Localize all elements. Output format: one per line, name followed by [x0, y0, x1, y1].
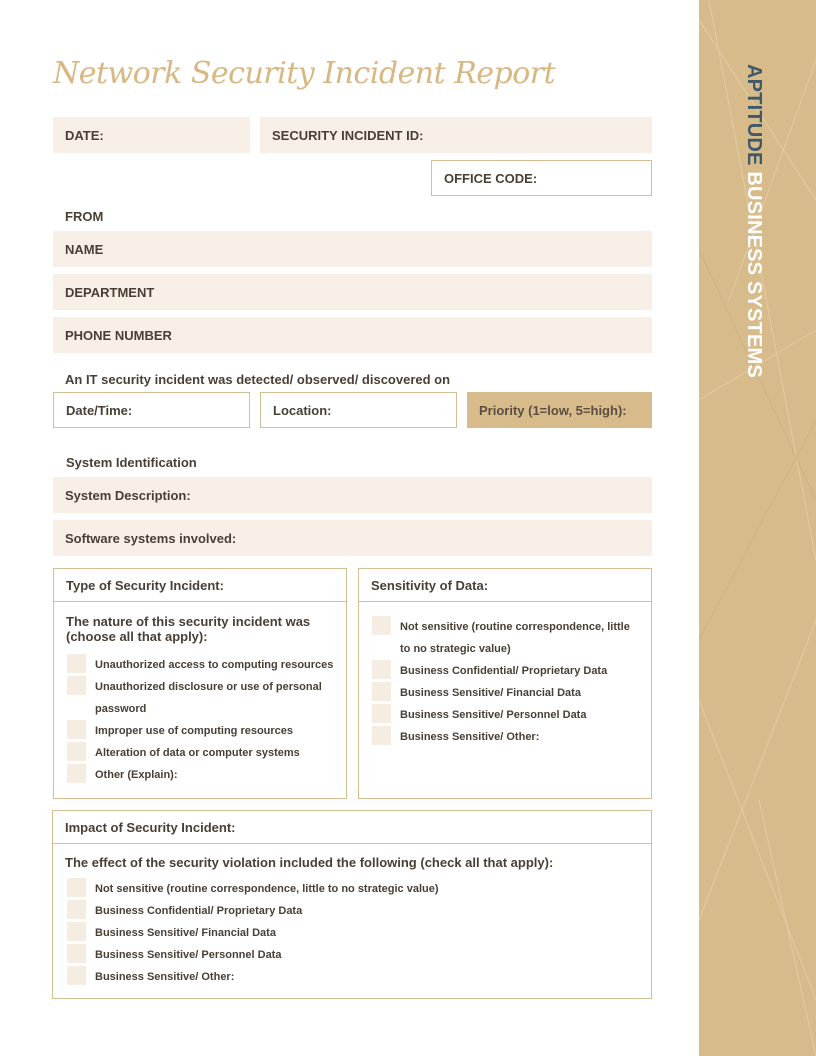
option-label: Business Sensitive/ Financial Data — [400, 687, 581, 699]
option-label: Business Sensitive/ Other: — [400, 731, 540, 743]
sensitivity-option[interactable] — [372, 726, 637, 748]
brand-name — [742, 64, 765, 378]
location-label: Location: — [273, 402, 332, 418]
option-label: Unauthorized disclosure or use of personal password — [95, 681, 322, 715]
datetime-field[interactable] — [53, 392, 250, 428]
sensitivity-box — [358, 568, 652, 799]
impact-option[interactable] — [67, 966, 627, 988]
option-label: Business Confidential/ Proprietary Data — [400, 665, 608, 677]
option-label: Business Sensitive/ Personnel Data — [95, 949, 282, 961]
impact-option[interactable] — [67, 878, 627, 900]
incident-type-option[interactable] — [67, 676, 337, 720]
checkbox[interactable] — [67, 764, 86, 783]
checkbox[interactable] — [372, 616, 391, 635]
system-description-field[interactable] — [53, 477, 652, 513]
checkbox[interactable] — [67, 922, 86, 941]
option-label: Improper use of computing resources — [95, 725, 294, 737]
checkbox[interactable] — [67, 720, 86, 739]
datetime-label: Date/Time: — [66, 402, 133, 418]
option-label: Not sensitive (routine correspondence, little to no strategic value) — [95, 883, 439, 895]
phone-label: PHONE NUMBER — [65, 327, 172, 343]
checkbox[interactable] — [67, 742, 86, 761]
checkbox[interactable] — [67, 966, 86, 985]
option-label: Business Sensitive/ Other: — [95, 971, 235, 983]
incident-type-option[interactable] — [67, 720, 337, 742]
sensitivity-option[interactable] — [372, 616, 637, 660]
phone-field[interactable] — [53, 317, 652, 353]
incident-type-option[interactable] — [67, 764, 337, 786]
brand-part-1: APTITUDE — [743, 64, 765, 166]
incident-id-label: SECURITY INCIDENT ID: — [272, 127, 424, 143]
checkbox[interactable] — [372, 726, 391, 745]
incident-type-intro: The nature of this security incident was (choose all that apply): — [66, 614, 311, 644]
sensitivity-option[interactable] — [372, 660, 637, 682]
impact-option[interactable] — [67, 944, 627, 966]
sensitivity-option[interactable] — [372, 704, 637, 726]
impact-intro: The effect of the security violation included the following (check all that apply): — [65, 855, 554, 870]
option-label: Other (Explain): — [95, 769, 178, 781]
incident-type-box — [53, 568, 347, 799]
incident-type-option[interactable] — [67, 742, 337, 764]
checkbox[interactable] — [67, 878, 86, 897]
priority-label: Priority (1=low, 5=high): — [479, 402, 627, 418]
impact-option[interactable] — [67, 922, 627, 944]
impact-heading: Impact of Security Incident: — [53, 811, 651, 844]
brand-part-2: BUSINESS SYSTEMS — [743, 165, 765, 378]
checkbox[interactable] — [372, 704, 391, 723]
impact-box — [52, 810, 652, 999]
sensitivity-option[interactable] — [372, 682, 637, 704]
sensitivity-heading: Sensitivity of Data: — [359, 569, 651, 602]
name-field[interactable] — [53, 231, 652, 267]
system-description-label: System Description: — [65, 487, 191, 503]
option-label: Unauthorized access to computing resources — [95, 659, 334, 671]
option-label: Alteration of data or computer systems — [95, 747, 300, 759]
detection-intro: An IT security incident was detected/ observed/ discovered on — [65, 372, 451, 387]
name-label: NAME — [65, 241, 104, 257]
department-field[interactable] — [53, 274, 652, 310]
option-label: Business Sensitive/ Personnel Data — [400, 709, 587, 721]
checkbox[interactable] — [372, 660, 391, 679]
office-code-field[interactable] — [431, 160, 652, 196]
priority-field[interactable] — [467, 392, 652, 428]
checkbox[interactable] — [372, 682, 391, 701]
option-label: Business Confidential/ Proprietary Data — [95, 905, 303, 917]
impact-option[interactable] — [67, 900, 627, 922]
checkbox[interactable] — [67, 944, 86, 963]
incident-type-option[interactable] — [67, 654, 337, 676]
incident-id-field[interactable] — [260, 117, 652, 153]
date-field[interactable] — [53, 117, 250, 153]
system-heading: System Identification — [66, 455, 197, 470]
checkbox[interactable] — [67, 654, 86, 673]
department-label: DEPARTMENT — [65, 284, 155, 300]
option-label: Business Sensitive/ Financial Data — [95, 927, 276, 939]
incident-type-heading: Type of Security Incident: — [54, 569, 346, 602]
option-label: Not sensitive (routine correspondence, little to no strategic value) — [400, 621, 630, 655]
location-field[interactable] — [260, 392, 457, 428]
software-label: Software systems involved: — [65, 530, 237, 546]
office-code-label: OFFICE CODE: — [444, 170, 538, 186]
page-title: Network Security Incident Report — [53, 56, 556, 91]
checkbox[interactable] — [67, 900, 86, 919]
software-field[interactable] — [53, 520, 652, 556]
from-label: FROM — [65, 209, 104, 224]
date-label: DATE: — [65, 127, 104, 143]
checkbox[interactable] — [67, 676, 86, 695]
